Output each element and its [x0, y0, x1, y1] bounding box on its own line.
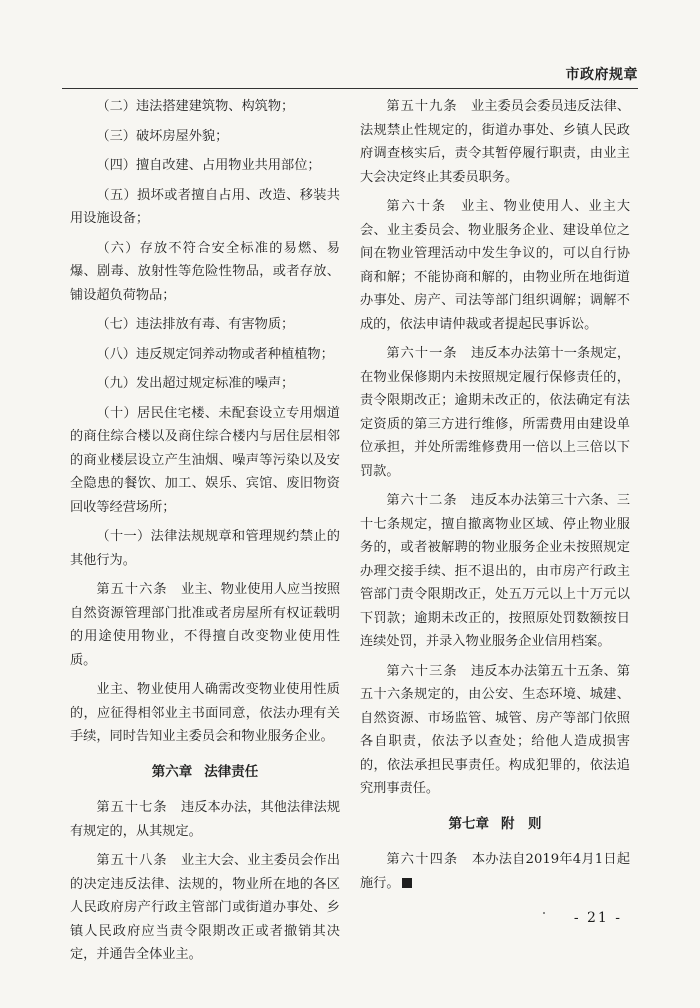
- chapter-title: 附 则: [501, 815, 542, 832]
- list-item: （九）发出超过规定标准的噪声；: [96, 376, 295, 391]
- article-label: 第六十二条: [386, 493, 458, 508]
- chapter-heading: [70, 761, 340, 785]
- article-text: 违反本办法第三十六条、三十七条规定，擅自撤离物业区域、停止物业服务的，或者被解聘的物业服务企业未按照规定办理交接手续、拒不退出的，由市房产行政主管部门责令限期改正，处五万元以上十万元以下罚款；逾期未改正的，按照原处罚数额按日连续处罚，并录入物业服务企业信用档案。: [360, 493, 631, 649]
- section-header: 市政府规章: [565, 67, 638, 83]
- article-label: 第六十三条: [386, 663, 458, 679]
- article-62: [360, 489, 630, 654]
- right-column: [360, 95, 630, 901]
- article-text: 违反本办法第十一条规定，在物业保修期内未按照规定履行保修责任的，责令限期改正；逾期未改正的，依法确定有法定资质的第三方进行维修，所需费用由建设单位承担，并处所需维修费用一倍以上三倍以下罚款。: [360, 346, 631, 479]
- chapter-number: 第七章: [448, 815, 489, 832]
- list-item: （三）破坏房屋外貌；: [96, 128, 229, 144]
- article-label: 第五十九条: [386, 99, 458, 114]
- list-item: （六）存放不符合安全标准的易燃、易爆、剧毒、放射性等危险性物品，或者存放、铺设超负荷物品；: [70, 240, 340, 303]
- list-item: （十）居民住宅楼、未配套设立专用烟道的商住综合楼以及商住综合楼内与居住层相邻的商业楼层设立产生油烟、噪声等污染以及安全隐患的餐饮、加工、娱乐、宾馆、废旧物资回收等经营场所；: [70, 405, 340, 515]
- article-text: 本办法自2019年4月1日起施行。: [360, 852, 631, 891]
- article-57: [70, 796, 340, 843]
- article-text: 业主大会、业主委员会作出的决定违反法律、法规的，物业所在地的各区人民政府房产行政主管部门或街道办事处、乡镇人民政府应当责令限期改正或者撤销其决定，并通告全体业主。: [70, 853, 341, 962]
- list-item: （二）违法搭建建筑物、构筑物；: [96, 99, 295, 114]
- article-text: 违反本办法第五十五条、第五十六条规定的，由公安、生态环境、城建、自然资源、市场监管、城管、房产等部门依照各自职责，依法予以查处；给他人造成损害的，依法承担民事责任。构成犯罪的，依法追究刑事责任。: [360, 663, 631, 796]
- article-label: 第五十七条: [96, 800, 168, 815]
- article-58: [70, 849, 340, 967]
- list-item: （七）违法排放有毒、有害物质；: [96, 317, 295, 332]
- list-item: （五）损坏或者擅自占用、改造、移装共用设施设备；: [70, 187, 340, 226]
- article-59: [360, 95, 630, 189]
- article-61: [360, 342, 630, 483]
- article-60: [360, 195, 630, 336]
- list-item: （四）擅自改建、占用物业共用部位；: [96, 158, 321, 173]
- page-number: - 21 -: [573, 910, 622, 926]
- list-item: （十一）法律法规规章和管理规约禁止的其他行为。: [70, 529, 340, 568]
- article-63: [360, 660, 630, 801]
- article-label: 第五十八条: [96, 853, 168, 868]
- header-rule: [62, 88, 638, 89]
- chapter-title: 法律责任: [204, 763, 259, 780]
- article-text: 业主委员会委员违反法律、法规禁止性规定的，街道办事处、乡镇人民政府调查核实后，责令其暂停履行职责，由业主大会决定终止其委员职务。: [360, 99, 631, 185]
- chapter-heading: [360, 813, 630, 837]
- dot-mark: [543, 912, 545, 914]
- article-56-paragraph-2: 业主、物业使用人确需改变物业使用性质的，应征得相邻业主书面同意，依法办理有关手续，同时告知业主委员会和物业服务企业。: [70, 682, 340, 744]
- article-text: 业主、物业使用人、业主大会、业主委员会、物业服务企业、建设单位之间在物业管理活动中发生争议的，可以自行协商和解；不能协商和解的，由物业所在地街道办事处、房产、司法等部门组织调解；调解不成的，依法申请仲裁或者提起民事诉讼。: [360, 199, 631, 332]
- article-label: 第六十四条: [386, 852, 459, 867]
- left-column: [70, 95, 340, 973]
- article-text: 违反本办法，其他法律法规有规定的，从其规定。: [70, 800, 341, 839]
- list-item: （八）违反规定饲养动物或者种植植物；: [96, 346, 334, 362]
- article-label: 第五十六条: [96, 582, 168, 597]
- article-text: 业主、物业使用人应当按照自然资源管理部门批准或者房屋所有权证载明的用途使用物业，不得擅自改变物业使用性质。: [70, 582, 341, 668]
- article-64: [360, 848, 630, 895]
- article-56: [70, 578, 340, 672]
- article-label: 第六十一条: [386, 346, 458, 361]
- end-mark-icon: [402, 878, 412, 888]
- article-label: 第六十条: [386, 199, 447, 214]
- chapter-number: 第六章: [151, 763, 193, 780]
